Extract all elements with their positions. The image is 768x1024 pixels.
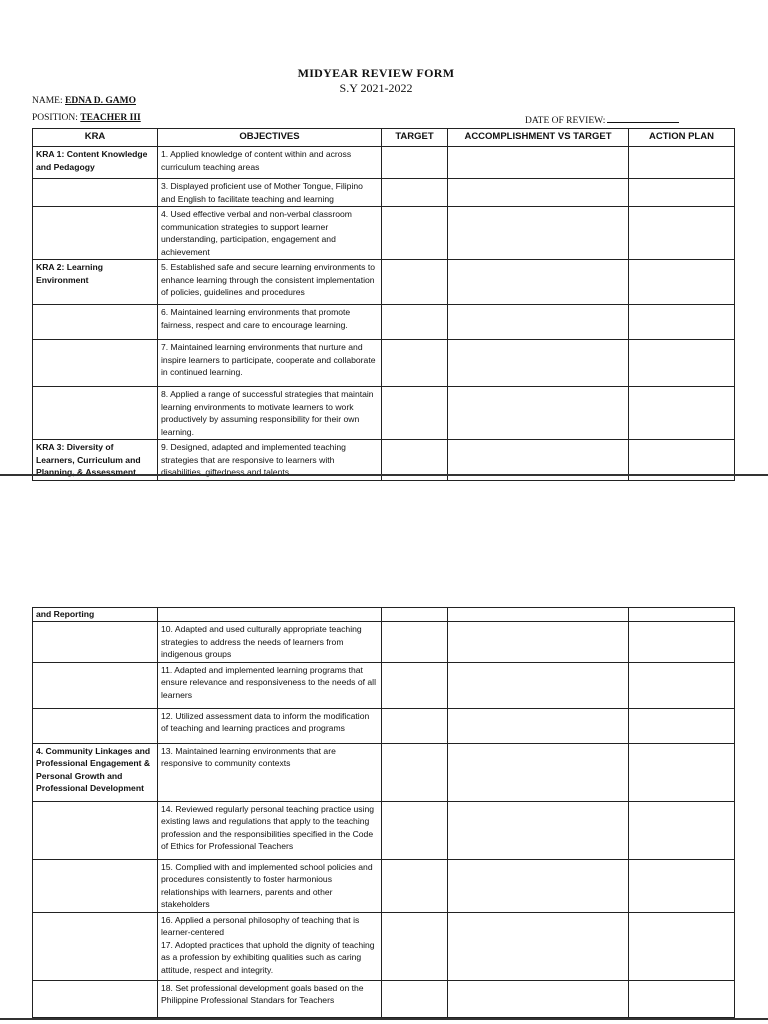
name-label: NAME: [32,96,63,106]
action-plan-cell[interactable] [629,207,735,260]
kra-cell [33,980,158,1017]
target-cell[interactable] [382,260,448,305]
table-row [33,859,735,912]
target-cell[interactable] [382,147,448,179]
accomplishment-cell[interactable] [448,743,629,801]
position-label: POSITION: [32,113,78,123]
accomplishment-cell[interactable] [448,608,629,622]
form-title: MIDYEAR REVIEW FORM [297,66,455,80]
accomplishment-cell[interactable] [448,179,629,207]
action-plan-cell[interactable] [629,980,735,1017]
target-cell[interactable] [382,980,448,1017]
action-plan-cell[interactable] [629,147,735,179]
objective-cell: 15. Complied with and implemented school policies and procedures consistently to foster harmonious relationships with learners, parents and other stakeholders [158,859,382,912]
kra-cell [33,179,158,207]
action-plan-cell[interactable] [629,912,735,980]
table-row [33,260,735,305]
objective-cell: 11. Adapted and implemented learning programs that ensure relevance and responsiveness to the needs of all learners [158,662,382,708]
accomplishment-cell[interactable] [448,340,629,387]
review-table-page-1 [32,128,735,481]
col-action-plan: ACTION PLAN [629,129,735,147]
objective-cell: 10. Adapted and used culturally appropriate teaching strategies to address the needs of learners from indigenous groups [158,622,382,663]
objective-16: 16. Applied a personal philosophy of teaching that is learner-centered [161,914,360,937]
accomplishment-cell[interactable] [448,912,629,980]
kra-cell [33,662,158,708]
action-plan-cell[interactable] [629,340,735,387]
target-cell[interactable] [382,859,448,912]
target-cell[interactable] [382,743,448,801]
col-accomplishment: ACCOMPLISHMENT VS TARGET [448,129,629,147]
page-break-line [0,474,768,476]
accomplishment-cell[interactable] [448,207,629,260]
name-line [32,96,136,106]
table-row [33,340,735,387]
target-cell[interactable] [382,387,448,440]
table-row [33,912,735,980]
target-cell[interactable] [382,207,448,260]
kra-cell: 4. Community Linkages and Professional Engagement & Personal Growth and Professional Development [33,743,158,801]
name-value: EDNA D. GAMO [65,96,136,106]
kra-cell [33,622,158,663]
action-plan-cell[interactable] [629,622,735,663]
target-cell[interactable] [382,179,448,207]
action-plan-cell[interactable] [629,305,735,340]
objective-cell [158,912,382,980]
target-cell[interactable] [382,305,448,340]
action-plan-cell[interactable] [629,260,735,305]
objective-cell: 5. Established safe and secure learning environments to enhance learning through the consistent implementation of policies, guidelines and procedures [158,260,382,305]
accomplishment-cell[interactable] [448,859,629,912]
kra-cell [33,340,158,387]
table-row [33,801,735,859]
kra-cell: KRA 1: Content Knowledge and Pedagogy [33,147,158,179]
kra-cell [33,207,158,260]
accomplishment-cell[interactable] [448,980,629,1017]
col-objectives: OBJECTIVES [158,129,382,147]
accomplishment-cell[interactable] [448,147,629,179]
target-cell[interactable] [382,912,448,980]
action-plan-cell[interactable] [629,801,735,859]
accomplishment-cell[interactable] [448,387,629,440]
col-target: TARGET [382,129,448,147]
date-field[interactable] [607,113,679,123]
objective-cell: 7. Maintained learning environments that nurture and inspire learners to participate, cooperate and collaborate in continued learning. [158,340,382,387]
review-table-page-2 [32,607,735,1018]
table-row [33,662,735,708]
table-row [33,743,735,801]
table-row [33,708,735,743]
target-cell[interactable] [382,662,448,708]
table-row [33,179,735,207]
objective-17: 17. Adopted practices that uphold the dignity of teaching as a profession by exhibiting qualities such as caring attitude, respect and integrity. [161,939,375,975]
objective-cell: 4. Used effective verbal and non-verbal classroom communication strategies to support learner understanding, participation, engagement and achievement [158,207,382,260]
kra-cell: KRA 3: Diversity of Learners, Curriculum and Planning, & Assessment [33,440,158,481]
position-value: TEACHER III [80,113,141,123]
kra-cell [33,387,158,440]
kra-cell: KRA 2: Learning Environment [33,260,158,305]
table-row [33,387,735,440]
table-row [33,622,735,663]
accomplishment-cell[interactable] [448,662,629,708]
target-cell[interactable] [382,801,448,859]
table-header-row [33,129,735,147]
table-row [33,305,735,340]
kra-cell [33,305,158,340]
target-cell[interactable] [382,708,448,743]
action-plan-cell[interactable] [629,387,735,440]
action-plan-cell[interactable] [629,743,735,801]
target-cell[interactable] [382,608,448,622]
action-plan-cell[interactable] [629,179,735,207]
target-cell[interactable] [382,622,448,663]
objective-cell [158,608,382,622]
action-plan-cell[interactable] [629,662,735,708]
objective-cell: 12. Utilized assessment data to inform the modification of teaching and learning practices and programs [158,708,382,743]
page-bottom-line [0,1018,768,1020]
date-label: DATE OF REVIEW: [525,116,606,126]
objective-cell: 6. Maintained learning environments that promote fairness, respect and care to encourage learning. [158,305,382,340]
objective-cell: 8. Applied a range of successful strategies that maintain learning environments to motivate learners to work productively by assuming responsibility for their own learning. [158,387,382,440]
objective-cell: 9. Designed, adapted and implemented teaching strategies that are responsive to learners with disabilities, giftedness and talents [158,440,382,481]
kra-cell [33,912,158,980]
date-of-review [525,113,679,126]
target-cell[interactable] [382,340,448,387]
action-plan-cell[interactable] [629,859,735,912]
action-plan-cell[interactable] [629,708,735,743]
kra-cell [33,801,158,859]
position-line [32,113,141,123]
kra-cell [33,859,158,912]
action-plan-cell[interactable] [629,608,735,622]
school-year: S.Y 2021-2022 [339,81,413,95]
objective-cell: 3. Displayed proficient use of Mother Tongue, Filipino and English to facilitate teaching and learning [158,179,382,207]
accomplishment-cell[interactable] [448,305,629,340]
accomplishment-cell[interactable] [448,801,629,859]
kra-cell: and Reporting [33,608,158,622]
objective-cell: 18. Set professional development goals based on the Philippine Professional Standars for Teachers [158,980,382,1017]
accomplishment-cell[interactable] [448,260,629,305]
objective-cell: 13. Maintained learning environments that are responsive to community contexts [158,743,382,801]
table-row [33,608,735,622]
kra-cell [33,708,158,743]
table-row [33,980,735,1017]
table-row [33,207,735,260]
accomplishment-cell[interactable] [448,708,629,743]
objective-cell: 1. Applied knowledge of content within and across curriculum teaching areas [158,147,382,179]
col-kra: KRA [33,129,158,147]
table-row [33,147,735,179]
accomplishment-cell[interactable] [448,622,629,663]
objective-cell: 14. Reviewed regularly personal teaching practice using existing laws and regulations that apply to the teaching profession and the responsibilities specified in the Code of Ethics for Professional Teachers [158,801,382,859]
